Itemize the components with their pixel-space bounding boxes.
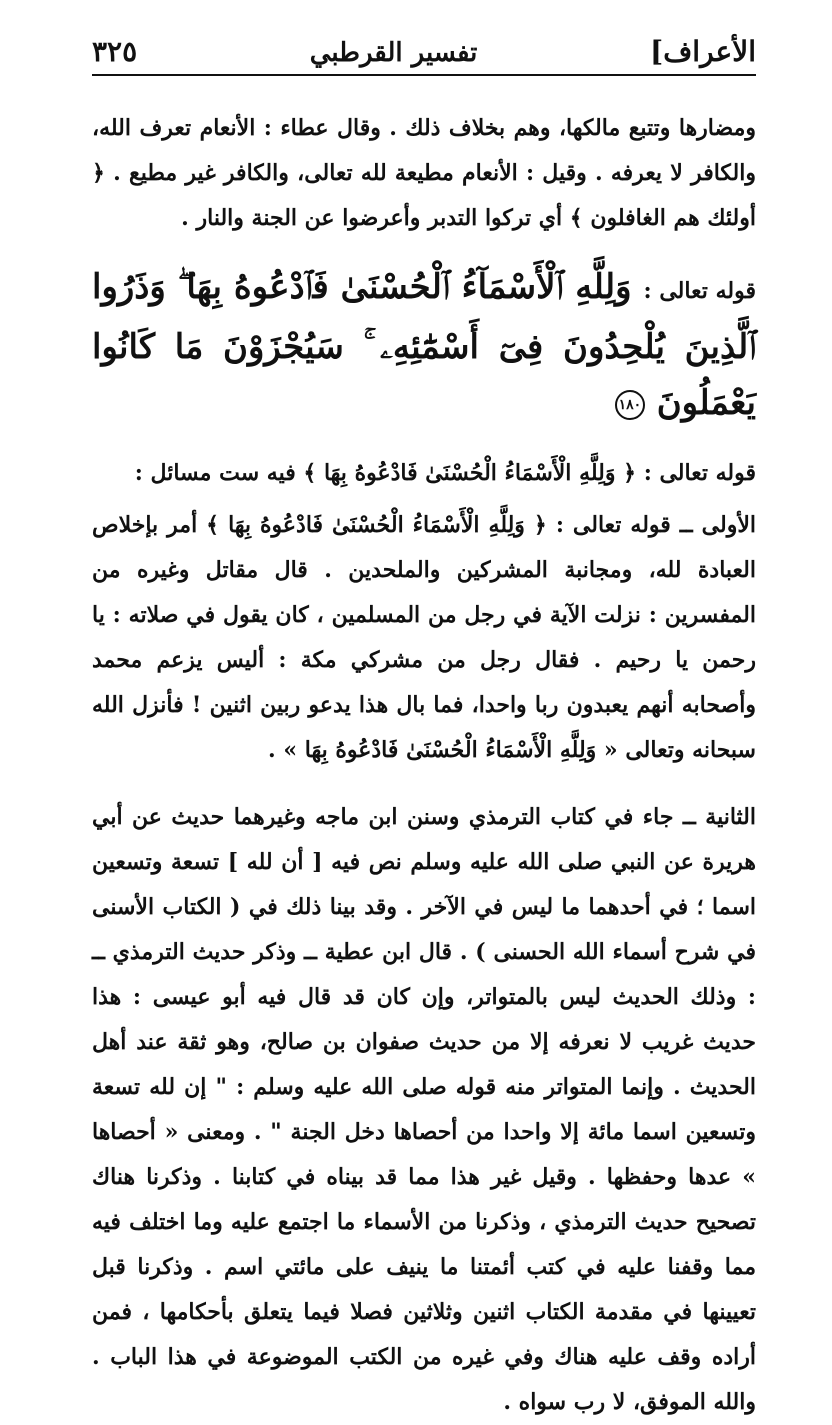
page-body	[92, 106, 756, 1425]
verse-text: وَلِلَّهِ ٱلْأَسْمَآءُ ٱلْحُسْنَىٰ فَٱدْعُوهُ بِهَا ۖ وَذَرُوا ٱلَّذِينَ يُلْحِدُونَ فِىٓ أَسْمَٰٓئِهِۦ ۚ سَيُجْزَوْنَ مَا كَانُوا يَعْمَلُونَ	[92, 267, 756, 423]
issue-second: الثانية ــ جاء في كتاب الترمذي وسنن ابن ماجه وغيرهما حديث عن أبي هريرة عن النبي صلى الله عليه وسلم نص فيه [ أن لله ] تسعة وتسعين اسما ؛ في أحدهما ما ليس في الآخر . وقد بينا ذلك في ( الكتاب الأسنى في شرح أسماء الله الحسنى ) . قال ابن عطية ــ وذكر حديث الترمذي ــ : وذلك الحديث ليس بالمتواتر، وإن كان قد قال فيه أبو عيسى : هذا حديث غريب لا نعرفه إلا من حديث صفوان بن صالح، وهو ثقة عند أهل الحديث . وإنما المتواتر منه قوله صلى الله عليه وسلم : " إن لله تسعة وتسعين اسما مائة إلا واحدا من أحصاها دخل الجنة " . ومعنى « أحصاها » عدها وحفظها . وقيل غير هذا مما قد بيناه في كتابنا . وذكرنا هناك تصحيح حديث الترمذي ، وذكرنا من الأسماء ما اجتمع عليه وما اختلف فيه مما وقفنا عليه في كتب أئمتنا ما ينيف على مائتي اسم . وذكرنا قبل تعيينها في مقدمة الكتاب اثنين وثلاثين فصلا فيما يتعلق بأحكامها ، فمن أراده وقف عليه هناك وفي غيره من الكتب الموضوعة في هذا الباب . والله الموفق، لا رب سواه .	[92, 804, 756, 1415]
verse-intro: قوله تعالى : ﴿ وَلِلَّهِ الْأَسْمَاءُ الْحُسْنَىٰ فَادْعُوهُ بِهَا ﴾ فيه ست مسائل :	[134, 460, 756, 486]
surah-name: الأعراف]	[650, 35, 756, 68]
verse-lead: قوله تعالى :	[643, 278, 756, 304]
quran-verse	[92, 259, 756, 431]
book-title: تفسير القرطبي	[309, 38, 478, 68]
issue-first: الأولى ــ قوله تعالى : ﴿ وَلِلَّهِ الْأَسْمَاءُ الْحُسْنَىٰ فَادْعُوهُ بِهَا ﴾ أمر بإخلاص العبادة لله، ومجانبة المشركين والملحدين . قال مقاتل وغيره من المفسرين : نزلت الآية في رجل من المسلمين ، كان يقول في صلاته : يا رحمن يا رحيم . فقال رجل من مشركي مكة : أليس يزعم محمد وأصحابه أنهم يعبدون ربا واحدا، فما بال هذا يدعو ربين اثنين ! فأنزل الله سبحانه وتعالى « وَلِلَّهِ الْأَسْمَاءُ الْحُسْنَىٰ فَادْعُوهُ بِهَا » .	[92, 512, 756, 763]
running-header	[92, 28, 756, 76]
paragraph-continuation: ومضارها وتتبع مالكها، وهم بخلاف ذلك . وقال عطاء : الأنعام تعرف الله، والكافر لا يعرفه . وقيل : الأنعام مطيعة لله تعالى، والكافر غير مطيع . ﴿ أولئك هم الغافلون ﴾ أي تركوا التدبر وأعرضوا عن الجنة والنار .	[92, 115, 756, 231]
ayah-number-marker: ١٨٠	[615, 390, 645, 420]
page-number: ٣٢٥	[92, 35, 138, 68]
